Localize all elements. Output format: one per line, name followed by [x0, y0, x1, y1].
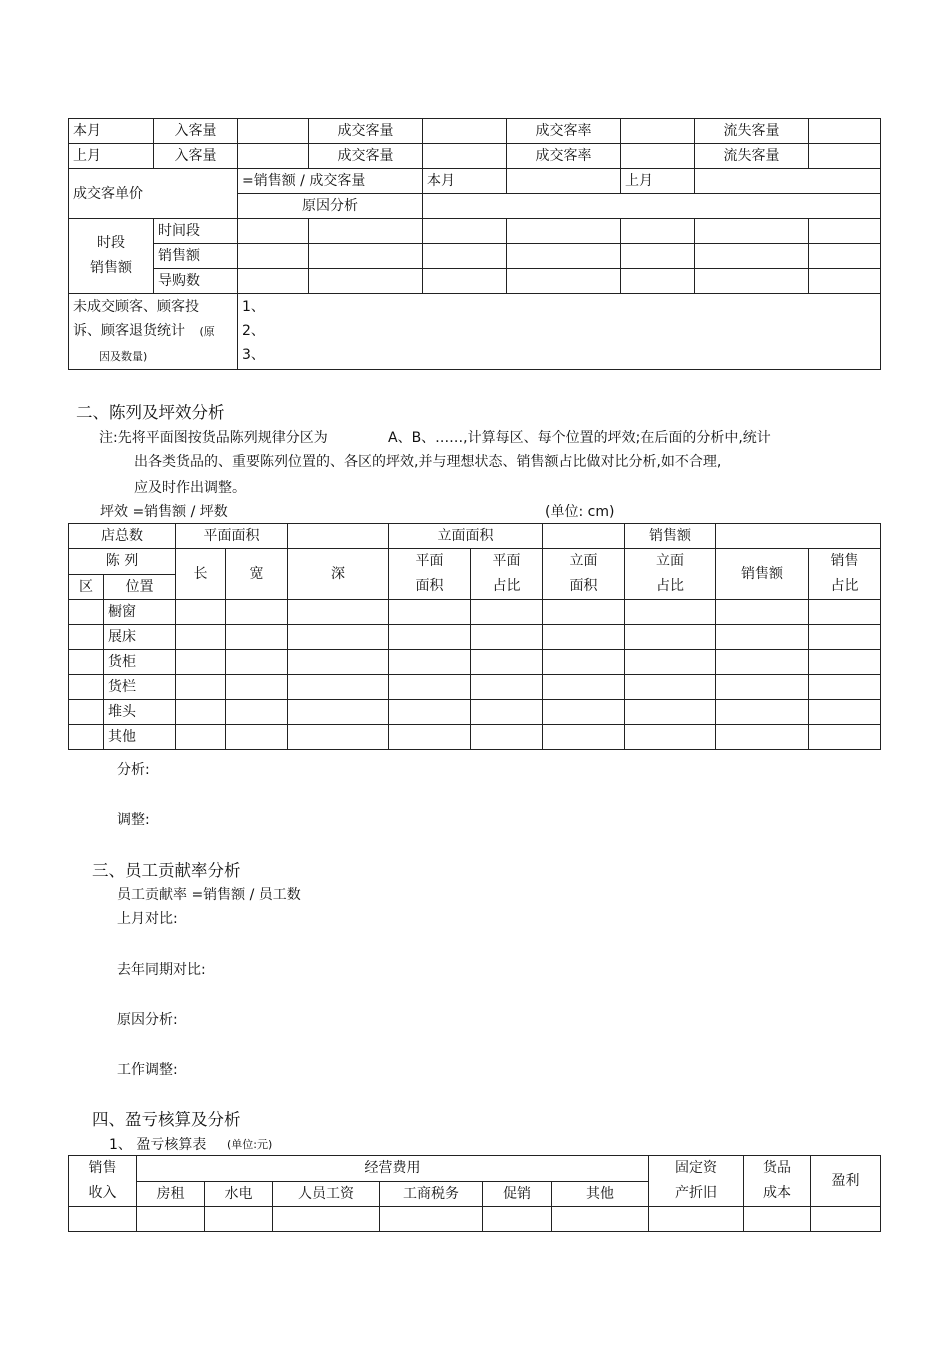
cell-blank	[69, 650, 104, 675]
plane-area-l2: 面积	[415, 578, 444, 594]
cell-blank	[809, 675, 881, 700]
cell-blank	[389, 600, 471, 625]
period-label: 时段	[97, 235, 125, 251]
reason-label: 原因分析	[238, 194, 423, 219]
complaint-line-1: 未成交顾客、顾客投	[73, 299, 199, 315]
pnl-unit: (单位:元)	[227, 1138, 273, 1151]
cell-blank	[176, 600, 226, 625]
sales-label: 销售额	[90, 260, 132, 276]
cell-blank	[471, 725, 543, 750]
cell-blank	[69, 625, 104, 650]
cell-blank	[625, 625, 716, 650]
note-line-3: 应及时作出调整。	[134, 480, 246, 496]
this-month-label: 本月	[423, 169, 507, 194]
cell-blank	[423, 194, 881, 219]
cell-blank	[226, 675, 288, 700]
display-analysis-table	[68, 523, 881, 750]
cell-blank	[389, 625, 471, 650]
elev-area-l2: 面积	[569, 578, 598, 594]
lost-count-label: 流失客量	[695, 144, 809, 169]
cell-blank	[716, 625, 809, 650]
sales-col: 销售额	[716, 549, 809, 600]
cell-blank	[621, 119, 695, 144]
cell-blank	[543, 675, 625, 700]
complaint-list	[238, 294, 881, 370]
cell-blank	[543, 650, 625, 675]
traffic-table	[68, 118, 881, 370]
sales-ratio-l1: 销售	[830, 553, 859, 569]
cell-blank	[716, 675, 809, 700]
position-row: 其他	[104, 725, 176, 750]
cost-utilities: 水电	[205, 1181, 273, 1207]
cell-blank	[543, 524, 625, 549]
cell-blank	[809, 650, 881, 675]
sales-label: 销售额	[625, 524, 716, 549]
cell-blank	[695, 269, 809, 294]
cell-blank	[205, 1207, 273, 1232]
cell-blank	[238, 119, 309, 144]
goods-l2: 成本	[763, 1185, 792, 1201]
plane-area-label: 平面面积	[176, 524, 288, 549]
elev-ratio-l1: 立面	[656, 553, 684, 569]
list-item: 2、	[242, 323, 265, 339]
note-line-2: 出各类货品的、重要陈列位置的、各区的坪效,并与理想状态、销售额占比做对比分析,如不合理,	[134, 454, 722, 470]
cell-blank	[625, 725, 716, 750]
note-line-1b: A、B、……,计算每区、每个位置的坪效;在后面的分析中,统计	[388, 430, 771, 446]
cell-blank	[69, 700, 104, 725]
unit-price-formula: =销售额 / 成交客量	[238, 169, 423, 194]
elev-ratio-col	[625, 549, 716, 600]
position-row: 展床	[104, 625, 176, 650]
cell-blank	[226, 600, 288, 625]
cell-blank	[483, 1207, 552, 1232]
section-2-title: 二、陈列及坪效分析	[76, 403, 225, 422]
cell-blank	[69, 600, 104, 625]
sales-l1: 销售	[88, 1160, 117, 1176]
cell-blank	[389, 650, 471, 675]
note-line-1: 注:先将平面图按货品陈列规律分区为	[99, 430, 328, 446]
cell-blank	[625, 700, 716, 725]
cell-blank	[543, 625, 625, 650]
cell-blank	[809, 625, 881, 650]
fixed-l1: 固定资	[675, 1160, 718, 1176]
period-row-label: 导购数	[154, 269, 238, 294]
traffic-in-label: 入客量	[154, 144, 238, 169]
cell-blank	[809, 219, 881, 244]
cell-blank	[288, 524, 389, 549]
cell-blank	[309, 269, 423, 294]
cell-blank	[389, 700, 471, 725]
cell-blank	[621, 144, 695, 169]
last-month-label: 上月	[69, 144, 154, 169]
cell-blank	[423, 119, 507, 144]
analysis-label: 分析:	[117, 762, 150, 778]
cell-blank	[389, 725, 471, 750]
cell-blank	[695, 169, 881, 194]
cell-blank	[625, 650, 716, 675]
fixed-l2: 产折旧	[675, 1185, 718, 1201]
profit-label: 盈利	[811, 1156, 881, 1207]
cell-blank	[811, 1207, 881, 1232]
list-item: 1、	[242, 299, 265, 315]
cell-blank	[716, 725, 809, 750]
complaint-line-2: 诉、顾客退货统计	[73, 323, 185, 339]
elev-area-l1: 立面	[569, 553, 598, 569]
cell-blank	[69, 675, 104, 700]
pnl-subtitle: 1、 盈亏核算表	[109, 1137, 207, 1153]
cell-blank	[423, 144, 507, 169]
deal-rate-label: 成交客率	[507, 144, 621, 169]
cell-blank	[423, 244, 507, 269]
cell-blank	[309, 244, 423, 269]
deal-count-label: 成交客量	[309, 144, 423, 169]
cell-blank	[137, 1207, 205, 1232]
section-3-title: 三、员工贡献率分析	[92, 861, 241, 880]
cell-blank	[471, 700, 543, 725]
work-adjust: 工作调整:	[117, 1062, 178, 1078]
last-year-compare: 去年同期对比:	[117, 962, 206, 978]
sales-ratio-l2: 占比	[830, 578, 859, 594]
cell-blank	[288, 725, 389, 750]
cell-blank	[288, 675, 389, 700]
width-label: 宽	[226, 549, 288, 600]
cell-blank	[507, 169, 621, 194]
lost-count-label: 流失客量	[695, 119, 809, 144]
position-row: 货栏	[104, 675, 176, 700]
list-item: 3、	[242, 347, 265, 363]
cell-blank	[621, 244, 695, 269]
cell-blank	[695, 244, 809, 269]
cell-blank	[809, 600, 881, 625]
goods-l1: 货品	[763, 1160, 792, 1176]
cell-blank	[809, 144, 881, 169]
depth-label: 深	[288, 549, 389, 600]
cell-blank	[226, 625, 288, 650]
pnl-table	[68, 1155, 881, 1232]
cell-blank	[288, 700, 389, 725]
deal-rate-label: 成交客率	[507, 119, 621, 144]
cost-rent: 房租	[137, 1181, 205, 1207]
cell-blank	[309, 219, 423, 244]
store-total-label: 店总数	[69, 524, 176, 549]
cell-blank	[288, 600, 389, 625]
cell-blank	[238, 144, 309, 169]
cell-blank	[716, 650, 809, 675]
zone-label: 区	[69, 574, 104, 600]
reason-analysis: 原因分析:	[117, 1012, 178, 1028]
plane-ratio-l2: 占比	[492, 578, 521, 594]
cell-blank	[552, 1207, 649, 1232]
cell-blank	[176, 700, 226, 725]
cell-blank	[471, 675, 543, 700]
position-row: 堆头	[104, 700, 176, 725]
sales-ratio-col	[809, 549, 881, 600]
cost-other: 其他	[552, 1181, 649, 1207]
elev-area-col	[543, 549, 625, 600]
cell-blank	[716, 524, 881, 549]
cell-blank	[273, 1207, 380, 1232]
cell-blank	[471, 600, 543, 625]
cell-blank	[809, 269, 881, 294]
cell-blank	[625, 675, 716, 700]
cell-blank	[238, 269, 309, 294]
cell-blank	[69, 725, 104, 750]
period-row-label: 时间段	[154, 219, 238, 244]
cell-blank	[543, 725, 625, 750]
elevation-area-label: 立面面积	[389, 524, 543, 549]
cell-blank	[176, 725, 226, 750]
complaint-line-3: 因及数量)	[99, 350, 148, 363]
unit-note: (单位: cm)	[545, 504, 615, 520]
cell-blank	[809, 244, 881, 269]
cell-blank	[507, 269, 621, 294]
last-month-compare: 上月对比:	[117, 911, 178, 927]
this-month-label: 本月	[69, 119, 154, 144]
sales-per-area-formula: 坪效 =销售额 / 坪数	[100, 504, 228, 520]
cell-blank	[744, 1207, 811, 1232]
complaint-label	[69, 294, 238, 370]
cost-tax: 工商税务	[380, 1181, 483, 1207]
cell-blank	[423, 219, 507, 244]
cell-blank	[423, 269, 507, 294]
cost-salary: 人员工资	[273, 1181, 380, 1207]
last-month-label: 上月	[621, 169, 695, 194]
cell-blank	[809, 700, 881, 725]
complaint-line-2b: (原	[199, 325, 215, 338]
cell-blank	[471, 625, 543, 650]
cell-blank	[238, 244, 309, 269]
operating-cost-label: 经营费用	[137, 1156, 649, 1182]
cell-blank	[288, 650, 389, 675]
cell-blank	[176, 625, 226, 650]
cell-blank	[625, 600, 716, 625]
plane-area-col	[389, 549, 471, 600]
cell-blank	[649, 1207, 744, 1232]
cell-blank	[716, 700, 809, 725]
cell-blank	[809, 725, 881, 750]
cell-blank	[809, 119, 881, 144]
cell-blank	[507, 219, 621, 244]
length-label: 长	[176, 549, 226, 600]
cell-blank	[288, 625, 389, 650]
cell-blank	[238, 219, 309, 244]
position-label: 位置	[104, 574, 176, 600]
deal-count-label: 成交客量	[309, 119, 423, 144]
elev-ratio-l2: 占比	[656, 578, 684, 594]
plane-ratio-col	[471, 549, 543, 600]
position-row: 货柜	[104, 650, 176, 675]
cell-blank	[543, 600, 625, 625]
contribution-formula: 员工贡献率 =销售额 / 员工数	[117, 887, 301, 903]
cell-blank	[69, 1207, 137, 1232]
cell-blank	[507, 244, 621, 269]
cell-blank	[716, 600, 809, 625]
cell-blank	[389, 675, 471, 700]
section-4-title: 四、盈亏核算及分析	[92, 1110, 241, 1129]
cell-blank	[380, 1207, 483, 1232]
adjust-label: 调整:	[117, 812, 150, 828]
fixed-asset-label	[649, 1156, 744, 1207]
plane-ratio-l1: 平面	[492, 553, 521, 569]
cell-blank	[543, 700, 625, 725]
cell-blank	[226, 725, 288, 750]
cell-blank	[471, 650, 543, 675]
position-row: 橱窗	[104, 600, 176, 625]
plane-area-l1: 平面	[415, 553, 444, 569]
period-sales-label	[69, 219, 154, 294]
traffic-in-label: 入客量	[154, 119, 238, 144]
sales-l2: 收入	[88, 1185, 117, 1201]
period-row-label: 销售额	[154, 244, 238, 269]
cell-blank	[226, 650, 288, 675]
cell-blank	[176, 650, 226, 675]
sales-income-label	[69, 1156, 137, 1207]
cell-blank	[176, 675, 226, 700]
cost-promo: 促销	[483, 1181, 552, 1207]
cell-blank	[695, 219, 809, 244]
display-label: 陈 列	[69, 549, 176, 575]
cell-blank	[621, 219, 695, 244]
cell-blank	[621, 269, 695, 294]
cell-blank	[226, 700, 288, 725]
unit-price-label: 成交客单价	[69, 169, 238, 219]
goods-cost-label	[744, 1156, 811, 1207]
